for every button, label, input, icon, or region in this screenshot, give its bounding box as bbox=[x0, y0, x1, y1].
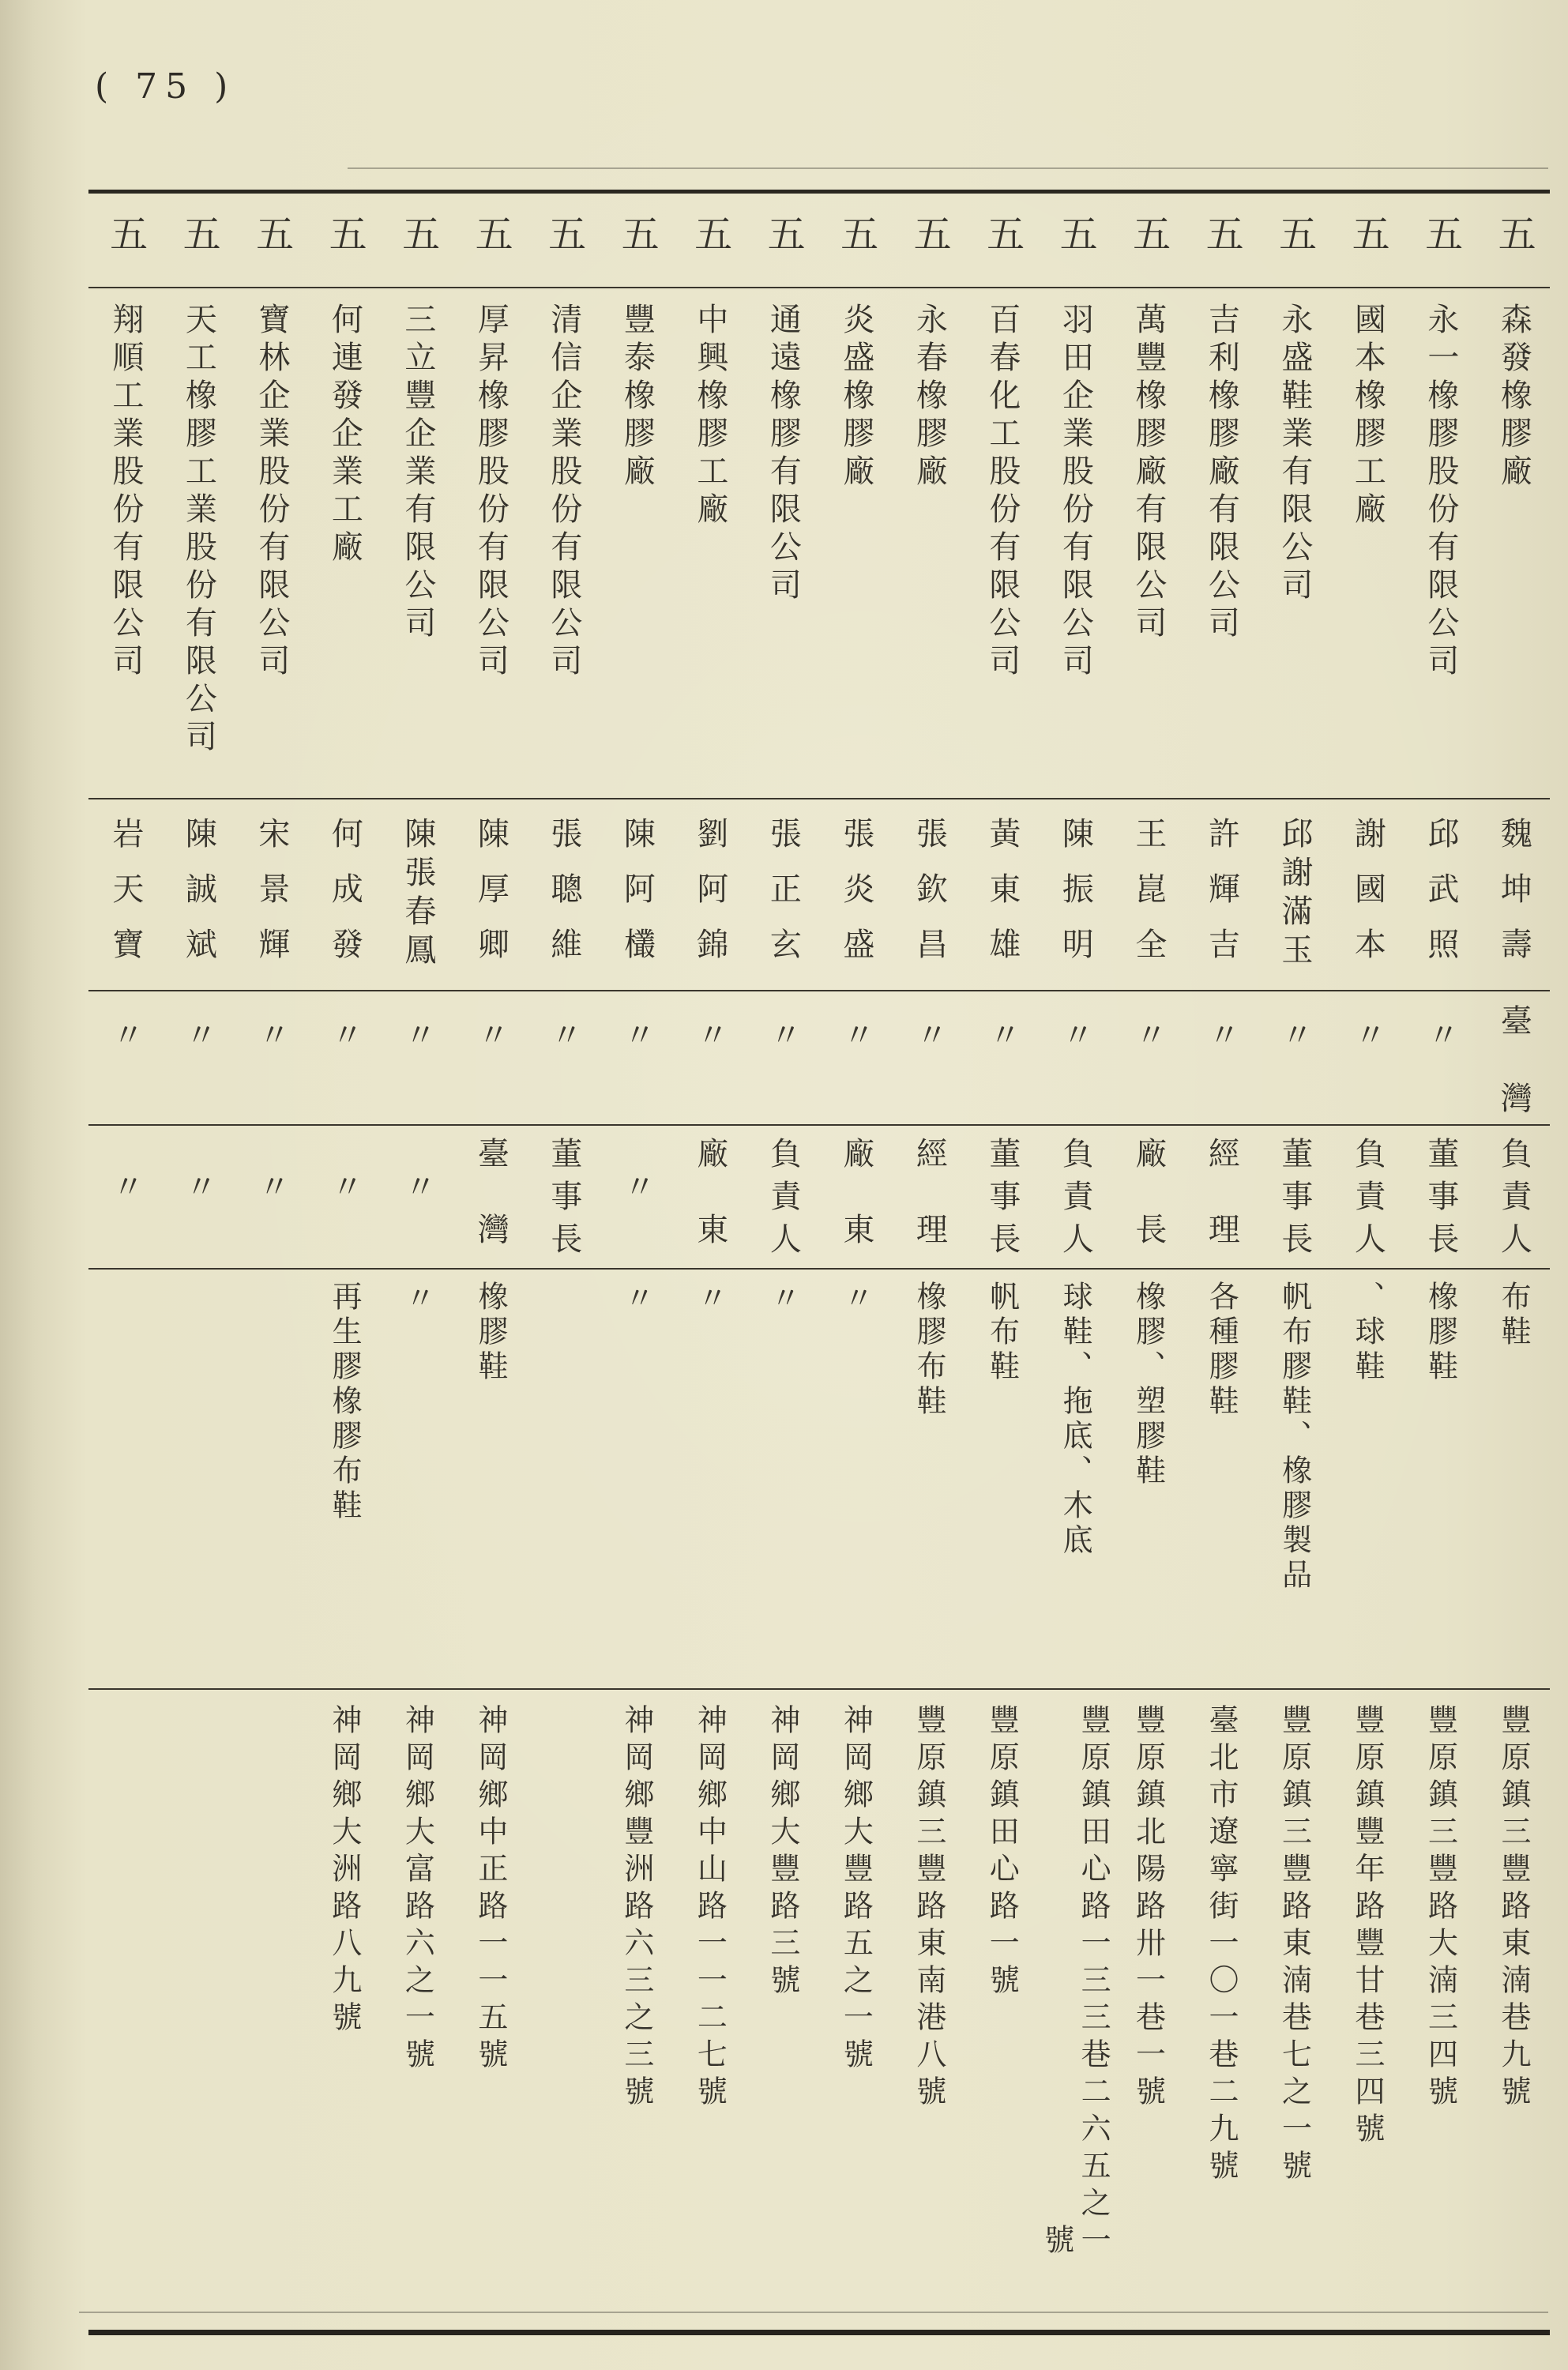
address-cell bbox=[235, 1690, 307, 2330]
registration-place-cell: 〃 bbox=[326, 1018, 363, 1050]
row-title bbox=[88, 1124, 1550, 1288]
class-cell: 五 bbox=[833, 214, 878, 252]
class-cell: 五 bbox=[907, 214, 952, 252]
row-products bbox=[88, 1268, 1550, 1688]
company-name-cell: 天工橡膠工業股份有限公司 bbox=[180, 303, 217, 758]
address-cell: 神岡鄉大豐路五之一號 bbox=[838, 1704, 874, 2075]
registration-place-cell: 〃 bbox=[1130, 1018, 1167, 1050]
products-cell: 球鞋、拖底、木底 bbox=[1058, 1281, 1093, 1559]
row-class bbox=[88, 194, 1550, 287]
title-cell: 廠東 bbox=[691, 1137, 728, 1288]
company-name-cell: 吉利橡膠廠有限公司 bbox=[1203, 303, 1240, 644]
address-cell: 神岡鄉中正路一一五號 bbox=[472, 1704, 508, 2075]
title-cell: 負責人 bbox=[765, 1137, 802, 1265]
title-cell: 〃 bbox=[399, 1170, 436, 1202]
registration-place-cell: 〃 bbox=[545, 1018, 582, 1050]
address-cell: 神岡鄉大洲路八九號 bbox=[326, 1704, 362, 2038]
class-cell: 五 bbox=[1199, 214, 1244, 252]
class-cell: 五 bbox=[761, 214, 806, 252]
registration-place-cell: 〃 bbox=[472, 1018, 510, 1050]
registration-place-cell: 臺灣 bbox=[1495, 1004, 1532, 1159]
page-number: ( 75 ) bbox=[95, 66, 236, 107]
class-cell: 五 bbox=[687, 214, 732, 252]
representative-name-cell: 陳張春鳳 bbox=[399, 817, 436, 972]
company-name-cell: 寶林企業股份有限公司 bbox=[253, 303, 290, 682]
row-representative-name bbox=[88, 798, 1550, 990]
products-cell: 帆布鞋 bbox=[984, 1281, 1020, 1385]
class-cell: 五 bbox=[1491, 214, 1536, 252]
registration-place-cell: 〃 bbox=[1422, 1018, 1459, 1050]
products-cell: 橡膠鞋 bbox=[473, 1281, 509, 1385]
address-cell: 豐原鎮三豐路東湳巷七之一號 bbox=[1277, 1704, 1312, 2187]
company-name-cell: 永盛鞋業有限公司 bbox=[1276, 303, 1313, 606]
products-cell: 布鞋 bbox=[1496, 1281, 1532, 1350]
title-cell: 董事長 bbox=[1276, 1137, 1313, 1265]
representative-name-cell: 岩天寶 bbox=[107, 817, 144, 983]
address-cell: 豐原鎮豐年路豐甘巷三四號 bbox=[1349, 1704, 1385, 2150]
row-company-name bbox=[88, 287, 1550, 798]
products-cell: 〃 bbox=[692, 1282, 728, 1312]
class-cell: 五 bbox=[103, 214, 148, 252]
address-cell: 豐原鎮田心路一號 bbox=[984, 1704, 1020, 2001]
representative-name-cell: 張聰維 bbox=[545, 817, 582, 983]
products-cell: 〃 bbox=[619, 1282, 655, 1312]
address-cell: 神岡鄉大富路六之一號 bbox=[400, 1704, 435, 2075]
representative-name-cell: 張正玄 bbox=[765, 817, 802, 983]
class-cell: 五 bbox=[1418, 214, 1463, 252]
company-name-cell: 厚昇橡膠股份有限公司 bbox=[472, 303, 510, 682]
class-cell: 五 bbox=[395, 214, 440, 252]
registration-place-cell: 〃 bbox=[1203, 1018, 1240, 1050]
company-name-cell: 清信企業股份有限公司 bbox=[545, 303, 582, 682]
row-address bbox=[88, 1688, 1550, 2330]
title-cell: 〃 bbox=[180, 1170, 217, 1202]
title-cell: 經理 bbox=[1203, 1137, 1240, 1288]
products-cell: 帆布膠鞋、橡膠製品 bbox=[1277, 1281, 1312, 1593]
class-cell: 五 bbox=[1053, 214, 1098, 252]
company-name-cell: 翔順工業股份有限公司 bbox=[107, 303, 144, 682]
address-cell: 豐原鎮三豐路東湳巷九號 bbox=[1495, 1704, 1531, 2112]
representative-name-cell: 張欽昌 bbox=[911, 817, 948, 983]
title-cell: 負責人 bbox=[1349, 1137, 1386, 1265]
representative-name-cell: 陳誠斌 bbox=[180, 817, 217, 983]
title-cell: 董事長 bbox=[545, 1137, 582, 1265]
representative-name-cell: 邱謝滿玉 bbox=[1276, 817, 1313, 972]
registration-place-cell: 〃 bbox=[691, 1018, 728, 1050]
title-cell: 廠長 bbox=[1130, 1137, 1167, 1288]
scan-echo-line-top bbox=[348, 167, 1548, 169]
class-cell: 五 bbox=[176, 214, 221, 252]
class-cell: 五 bbox=[249, 214, 294, 252]
products-cell: 〃 bbox=[838, 1282, 874, 1312]
representative-name-cell: 謝國本 bbox=[1349, 817, 1386, 983]
products-cell: 橡膠、塑膠鞋 bbox=[1130, 1281, 1166, 1489]
registration-place-cell: 〃 bbox=[107, 1018, 144, 1050]
representative-name-cell: 陳振明 bbox=[1057, 817, 1094, 983]
representative-name-cell: 黃東雄 bbox=[983, 817, 1021, 983]
company-name-cell: 永一橡膠股份有限公司 bbox=[1422, 303, 1459, 682]
registration-place-cell: 〃 bbox=[399, 1018, 436, 1050]
address-cell: 豐原鎮北陽路卅一巷一號 bbox=[1130, 1704, 1166, 2112]
company-name-cell: 永春橡膠廠 bbox=[911, 303, 948, 492]
representative-name-cell: 張炎盛 bbox=[837, 817, 874, 983]
title-cell: 〃 bbox=[107, 1170, 144, 1202]
company-name-cell: 百春化工股份有限公司 bbox=[983, 303, 1021, 682]
address-cell: 神岡鄉大豐路三號 bbox=[765, 1704, 800, 2001]
company-name-cell: 羽田企業股份有限公司 bbox=[1057, 303, 1094, 682]
address-cell bbox=[88, 1690, 162, 2330]
class-cell: 五 bbox=[541, 214, 586, 252]
representative-name-cell: 王崑全 bbox=[1130, 817, 1167, 983]
representative-name-cell: 邱武照 bbox=[1422, 817, 1459, 983]
class-cell: 五 bbox=[1272, 214, 1317, 252]
registration-place-cell: 〃 bbox=[1057, 1018, 1094, 1050]
address-cell: 豐原鎮田心路一三三巷二六五之一 號 bbox=[1039, 1704, 1111, 2261]
company-name-cell: 豐泰橡膠廠 bbox=[619, 303, 656, 492]
address-cell: 臺北市遼寧街一〇一巷二九號 bbox=[1203, 1704, 1239, 2187]
products-cell bbox=[235, 1270, 308, 1688]
company-name-cell: 通遠橡膠有限公司 bbox=[765, 303, 802, 606]
registration-place-cell: 〃 bbox=[911, 1018, 948, 1050]
registration-place-cell: 〃 bbox=[983, 1018, 1021, 1050]
company-name-cell: 森發橡膠廠 bbox=[1495, 303, 1532, 492]
registration-place-cell: 〃 bbox=[765, 1018, 802, 1050]
registration-place-cell: 〃 bbox=[180, 1018, 217, 1050]
title-cell: 負責人 bbox=[1057, 1137, 1094, 1265]
products-cell: 〃 bbox=[400, 1282, 435, 1312]
title-cell: 廠東 bbox=[837, 1137, 874, 1288]
class-cell: 五 bbox=[322, 214, 367, 252]
address-cell bbox=[527, 1690, 600, 2330]
company-name-cell: 國本橡膠工廠 bbox=[1349, 303, 1386, 530]
products-cell bbox=[88, 1270, 162, 1688]
registration-place-cell: 〃 bbox=[1349, 1018, 1386, 1050]
products-cell: 橡膠鞋 bbox=[1423, 1281, 1458, 1385]
representative-name-cell: 劉阿錦 bbox=[691, 817, 728, 983]
representative-name-cell: 魏坤壽 bbox=[1495, 817, 1532, 983]
company-name-cell: 三立豐企業有限公司 bbox=[399, 303, 436, 644]
factory-directory-table bbox=[88, 190, 1550, 2335]
class-cell: 五 bbox=[615, 214, 660, 252]
title-cell: 臺灣 bbox=[472, 1137, 510, 1288]
company-name-cell: 萬豐橡膠廠有限公司 bbox=[1130, 303, 1167, 644]
title-cell: 經理 bbox=[911, 1137, 948, 1288]
registration-place-cell: 〃 bbox=[253, 1018, 290, 1050]
title-cell: 〃 bbox=[253, 1170, 290, 1202]
representative-name-cell: 許輝吉 bbox=[1203, 817, 1240, 983]
class-cell: 五 bbox=[980, 214, 1025, 252]
address-cell bbox=[162, 1690, 235, 2330]
company-name-cell: 炎盛橡膠廠 bbox=[837, 303, 874, 492]
company-name-cell: 何連發企業工廠 bbox=[326, 303, 363, 568]
products-cell: 球鞋、 bbox=[1350, 1281, 1386, 1385]
title-cell: 董事長 bbox=[1422, 1137, 1459, 1265]
address-cell: 豐原鎮三豐路東南港八號 bbox=[911, 1704, 946, 2112]
address-cell: 神岡鄉中山路一一二七號 bbox=[692, 1704, 728, 2112]
registration-place-cell: 〃 bbox=[837, 1018, 874, 1050]
representative-name-cell: 陳厚卿 bbox=[472, 817, 510, 983]
title-cell: 負責人 bbox=[1495, 1137, 1532, 1265]
registration-place-cell: 〃 bbox=[1276, 1018, 1313, 1050]
company-name-cell: 中興橡膠工廠 bbox=[691, 303, 728, 530]
products-cell: 〃 bbox=[765, 1282, 801, 1312]
address-cell: 神岡鄉豐洲路六三之三號 bbox=[619, 1704, 654, 2112]
title-cell: 董事長 bbox=[983, 1137, 1021, 1265]
products-cell bbox=[162, 1270, 235, 1688]
address-cell: 豐原鎮三豐路大湳三四號 bbox=[1423, 1704, 1458, 2112]
representative-name-cell: 何成發 bbox=[326, 817, 363, 983]
representative-name-cell: 宋景輝 bbox=[253, 817, 290, 983]
title-cell: 〃 bbox=[326, 1170, 363, 1202]
class-cell: 五 bbox=[1126, 214, 1171, 252]
row-registration-place bbox=[88, 990, 1550, 1159]
products-cell: 各種膠鞋 bbox=[1204, 1281, 1239, 1420]
title-cell: 〃 bbox=[619, 1170, 656, 1202]
class-cell: 五 bbox=[468, 214, 513, 252]
products-cell bbox=[527, 1270, 600, 1688]
class-cell: 五 bbox=[1345, 214, 1390, 252]
products-cell: 再生膠橡膠布鞋 bbox=[327, 1281, 363, 1524]
products-cell: 橡膠布鞋 bbox=[912, 1281, 947, 1420]
registration-place-cell: 〃 bbox=[619, 1018, 656, 1050]
representative-name-cell: 陳阿欉 bbox=[619, 817, 656, 983]
